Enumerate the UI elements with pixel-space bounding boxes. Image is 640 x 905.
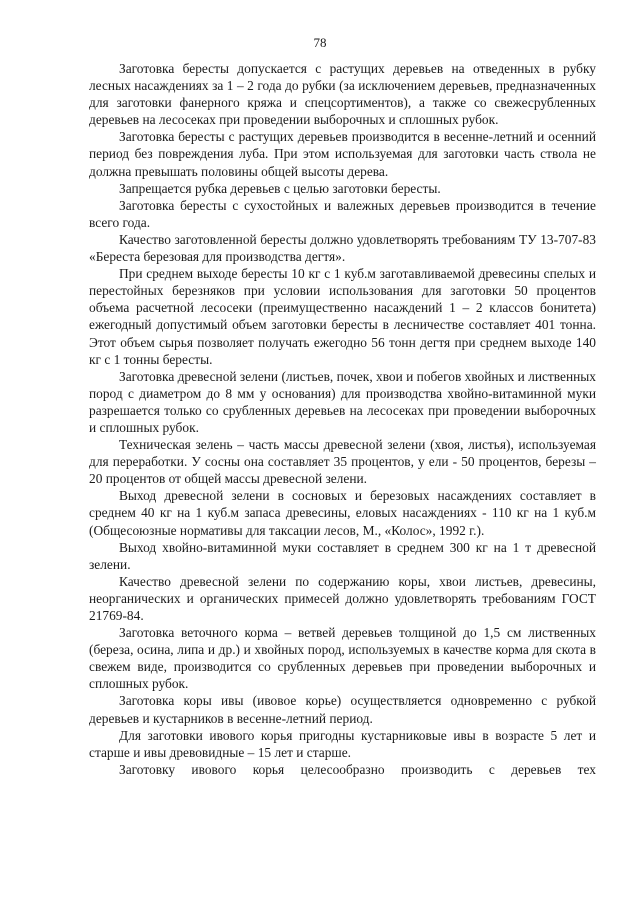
paragraph: Заготовка древесной зелени (листьев, почек, хвои и побегов хвойных и лиственных пород с диаметром до 8 мм у основания) для производства хвойно-витаминной муки разрешается только со срубленных деревьев на лесосеках при проведении выборочных и сплошных рубок. <box>89 368 596 435</box>
paragraph: Выход хвойно-витаминной муки составляет в среднем 300 кг на 1 т древесной зелени. <box>89 539 596 572</box>
document-body <box>89 60 596 778</box>
paragraph: Заготовка бересты допускается с растущих деревьев на отведенных в рубку лесных насаждениях за 1 – 2 года до рубки (за исключением деревьев, предназначенных для заготовки фанерного кряжа и спецсортиментов), а также со свежесрубленных деревьев на лесосеках при проведении выборочных и сплошных рубок. <box>89 61 596 128</box>
paragraph: Качество древесной зелени по содержанию коры, хвои листьев, древесины, неорганических и органических примесей должно удовлетворять требованиям ГОСТ 21769-84. <box>89 573 596 623</box>
paragraph: Заготовка коры ивы (ивовое корье) осуществляется одновременно с рубкой деревьев и кустарников в весенне-летний период. <box>89 693 596 726</box>
paragraph: Запрещается рубка деревьев с целью заготовки бересты. <box>119 180 441 196</box>
page-number: 78 <box>313 35 327 50</box>
paragraph: Заготовка бересты с сухостойных и валежных деревьев производится в течение всего года. <box>89 197 596 230</box>
paragraph: Выход древесной зелени в сосновых и березовых насаждениях составляет в среднем 40 кг на 1 куб.м запаса древесины, еловых насаждениях - 110 кг на 1 куб.м (Общесоюзные нормативы для таксации лесов, М., «Колос», 1992 г.). <box>89 488 596 538</box>
paragraph: Для заготовки ивового корья пригодны кустарниковые ивы в возрасте 5 лет и старше и ивы древовидные – 15 лет и старше. <box>89 727 596 760</box>
paragraph: Заготовка бересты с растущих деревьев производится в весенне-летний и осенний период без повреждения луба. При этом используемая для заготовки часть ствола не должна превышать половины общей высоты дерева. <box>89 129 596 179</box>
paragraph-last-line: Заготовку ивового корья целесообразно производить с деревьев тех <box>119 761 596 777</box>
paragraph: При среднем выходе бересты 10 кг с 1 куб.м заготавливаемой древесины спелых и перестойных березняков при условии использования для заготовки 50 процентов объема расчетной лесосеки (преимущественно насаждений 1 – 2 классов бонитета) ежегодный допустимый объем заготовки бересты в лесничестве составляет 401 тонна. Этот объем сырья позволяет получать ежегодно 56 тонн дегтя при среднем выходе 140 кг с 1 тонны бересты. <box>89 266 596 367</box>
paragraph: Техническая зелень – часть массы древесной зелени (хвоя, листья), используемая для переработки. У сосны она составляет 35 процентов, у ели - 50 процентов, березы – 20 процентов от общей массы древесной зелени. <box>89 437 596 487</box>
paragraph: Качество заготовленной бересты должно удовлетворять требованиям ТУ 13-707-83 «Береста березовая для производства дегтя». <box>89 231 596 265</box>
paragraph: Заготовка веточного корма – ветвей деревьев толщиной до 1,5 см лиственных (береза, осина, липа и др.) и хвойных пород, используемых в качестве корма для скота в свежем виде, производится со срубленных деревьев при проведении выборочных и сплошных рубок. <box>89 625 596 692</box>
